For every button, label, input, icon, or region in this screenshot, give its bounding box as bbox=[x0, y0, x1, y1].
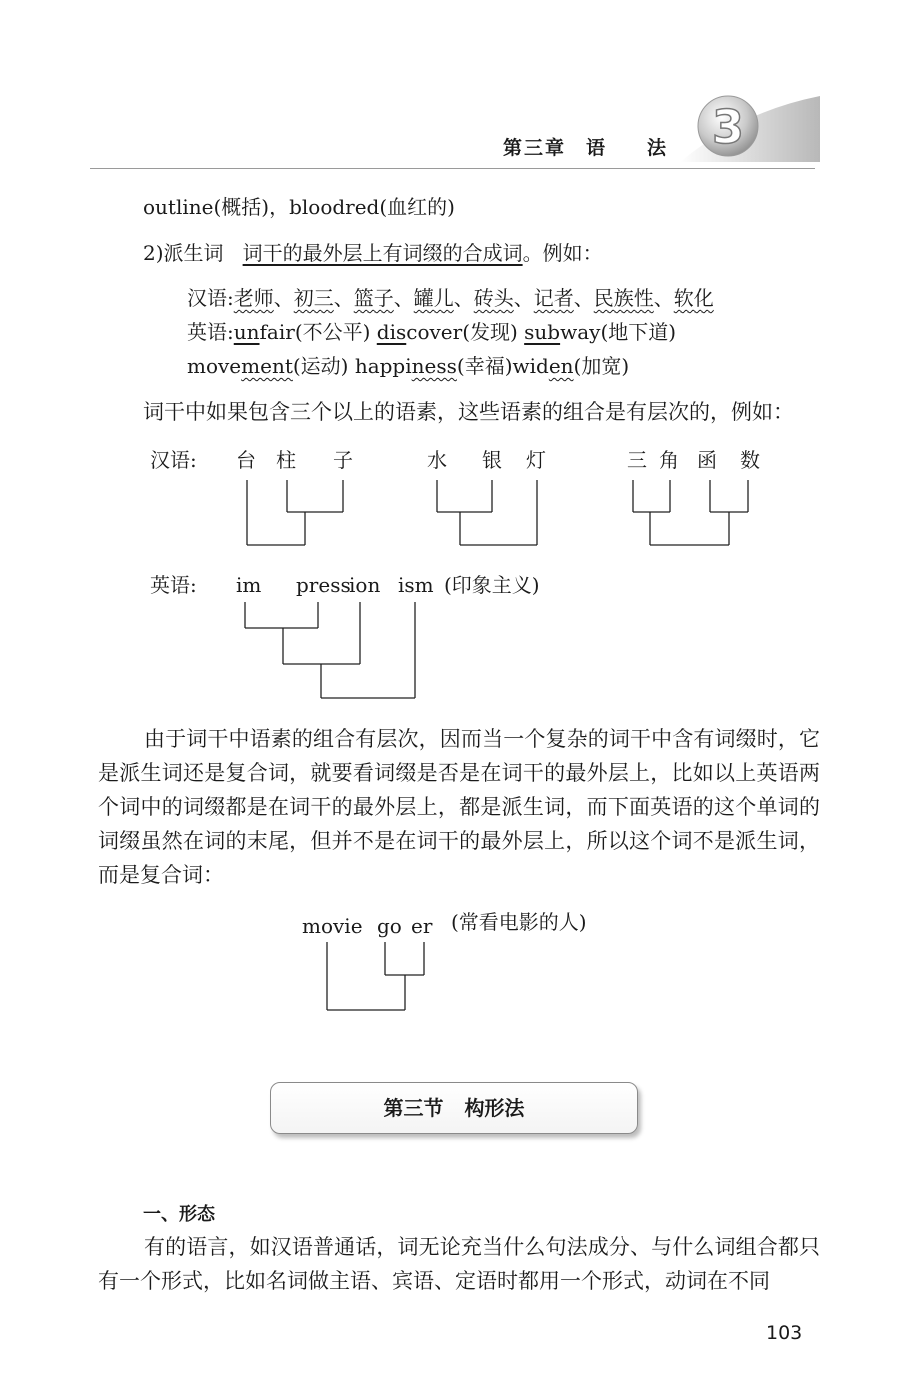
tree-moviegoer-m1: movie bbox=[302, 914, 363, 938]
tree-english-m2: press bbox=[296, 573, 351, 597]
tree-english-m3: ion bbox=[349, 573, 381, 597]
tree-english-gloss: (印象主义) bbox=[444, 573, 540, 597]
intro-line: outline(概括)，bloodred(血红的) bbox=[143, 195, 455, 219]
page-number: 103 bbox=[766, 1322, 803, 1344]
tree-word1-m3: 子 bbox=[333, 448, 353, 472]
section-heading: 第三节 构形法 bbox=[270, 1082, 638, 1134]
tree-moviegoer-gloss: (常看电影的人) bbox=[451, 910, 587, 934]
english-examples-1: 英语:unfair(不公平) discover(发现) subway(地下道) bbox=[187, 320, 677, 344]
tree-word3-m1: 三 bbox=[627, 448, 647, 472]
chinese-examples: 汉语:老师、初三、篮子、罐儿、砖头、记者、民族性、软化 bbox=[187, 286, 714, 310]
body-paragraph: 由于词干中语素的组合有层次，因而当一个复杂的词干中含有词缀时，它是派生词还是复合词，就要看词缀是否是在词干的最外层上，比如以上英语两个词中的词缀都是在词干的最外层上，都是派生词，而下面英语的这个单词的词缀虽然在词的末尾，但并不是在词干的最外层上，所以这个词不是派生词，而是复合词： bbox=[98, 727, 820, 887]
svg-text:3: 3 bbox=[711, 100, 745, 154]
tree-word3-m3: 函 bbox=[697, 448, 717, 472]
tree-word2-m2: 银 bbox=[482, 448, 502, 472]
tree-moviegoer-m3: er bbox=[411, 914, 433, 938]
final-paragraph: 有的语言，如汉语普通话，词无论充当什么句法成分、与什么词组合都只有一个形式，比如名词做主语、宾语、定语时都用一个形式，动词在不同 bbox=[98, 1235, 820, 1293]
subsection-heading: 一、形态 bbox=[143, 1204, 215, 1225]
tree-word2-m3: 灯 bbox=[526, 448, 546, 472]
tree-english-m4: ism bbox=[398, 573, 434, 597]
tree-moviegoer-m2: go bbox=[377, 914, 402, 938]
tree-word1-m1: 台 bbox=[236, 448, 256, 472]
layers-intro: 词干中如果包含三个以上的语素，这些语素的组合是有层次的，例如： bbox=[143, 400, 794, 424]
tree-word3-m2: 角 bbox=[659, 448, 679, 472]
chapter-title: 第三章 语 法 bbox=[503, 137, 669, 159]
tree-word2-m1: 水 bbox=[427, 448, 447, 472]
tree-word3-m4: 数 bbox=[740, 448, 760, 472]
tree-english-label: 英语: bbox=[150, 573, 197, 597]
tree-english-m1: im bbox=[236, 573, 262, 597]
derived-heading: 2)派生词 词干的最外层上有词缀的合成词。例如： bbox=[143, 241, 603, 265]
derived-definition: 词干的最外层上有词缀的合成词 bbox=[242, 241, 523, 265]
english-examples-2: movement(运动) happiness(幸福)widen(加宽) bbox=[187, 354, 630, 378]
tree-chinese-label: 汉语: bbox=[150, 448, 197, 472]
tree-word1-m2: 柱 bbox=[276, 448, 296, 472]
